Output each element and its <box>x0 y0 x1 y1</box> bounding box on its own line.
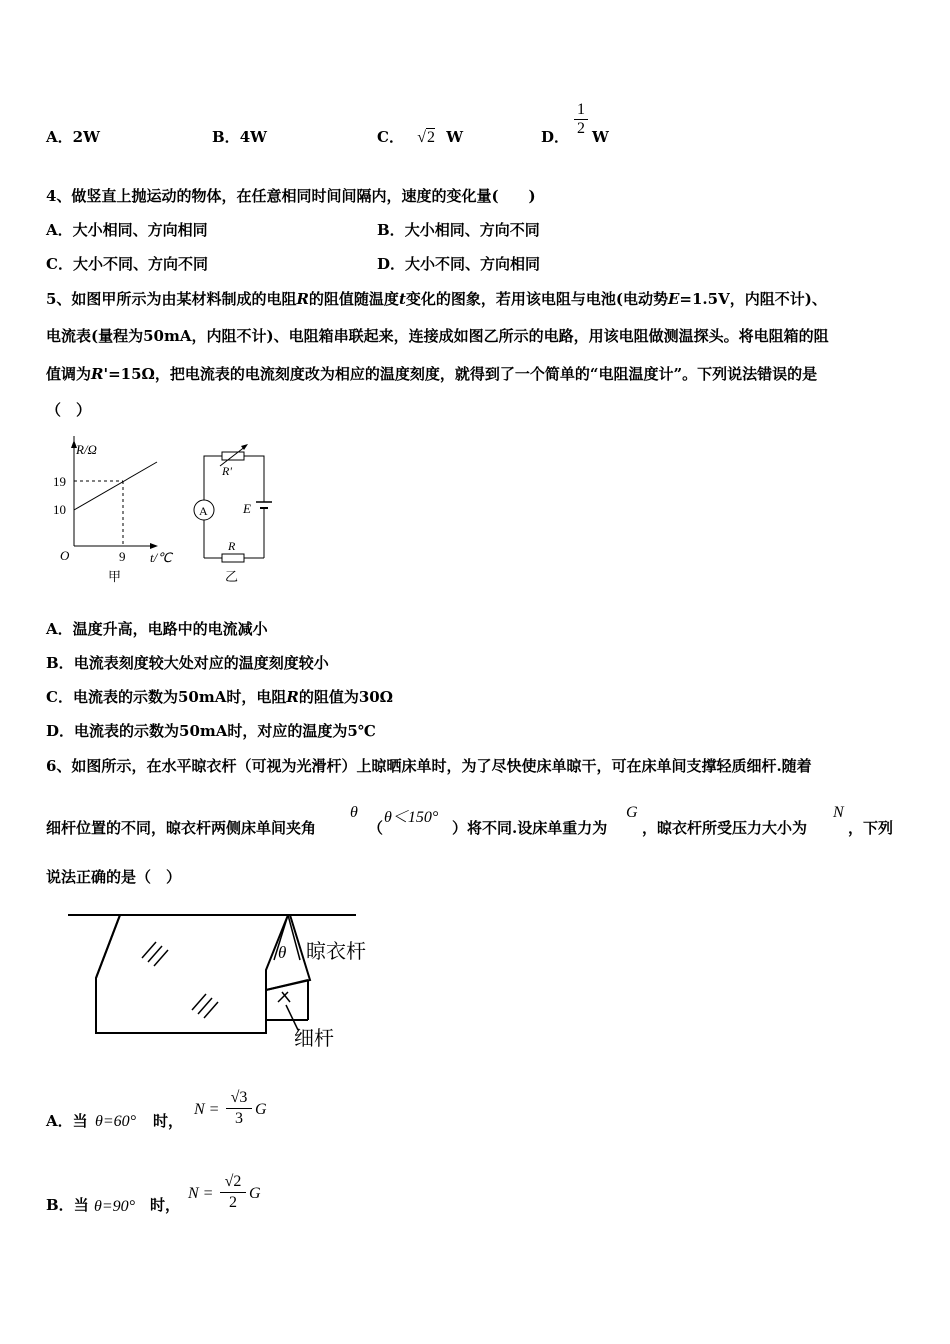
x-axis-arrow <box>150 543 158 549</box>
q6-stem-line1: 6、如图所示，在水平晾衣杆（可视为光滑杆）上晾晒床单时，为了尽快使床单晾干，可在床单间支撑轻质细杆.随着 <box>46 757 812 775</box>
rod-label: 细杆 <box>294 1026 334 1050</box>
q5-stem-line2: 电流表(量程为50mA，内阻不计)、电阻箱串联起来，连接成如图乙所示的电路，用该电阻做测温探头。将电阻箱的阻 <box>46 327 829 345</box>
x-axis-label: t/℃ <box>150 550 172 565</box>
fraction-denominator: 2 <box>577 120 585 137</box>
q6-option-b-prefix <box>46 1195 89 1215</box>
q5-option-b <box>46 653 329 673</box>
option-letter: B． <box>46 1196 74 1214</box>
theta-label: θ <box>278 943 287 962</box>
q6-option-a-mid: 时， <box>153 1112 184 1130</box>
resistor-label: R <box>228 539 236 553</box>
text: 值调为 <box>46 365 92 383</box>
q5-figure <box>50 436 290 588</box>
option-letter: C． <box>377 128 404 146</box>
q6-option-a-prefix <box>46 1111 88 1131</box>
q5-stem-line4: （ ） <box>46 401 92 419</box>
fraction-numerator: √2 <box>220 1172 246 1193</box>
option-letter: C． <box>46 255 73 273</box>
option-letter: B． <box>46 654 74 672</box>
circuit-yi <box>194 444 272 584</box>
q6-option-b-lhs: N = <box>188 1185 214 1202</box>
theta-symbol: θ <box>350 804 358 821</box>
y-tick-19: 19 <box>53 474 66 489</box>
text: '=15Ω，把电流表的电流刻度改为相应的温度刻度，就得到了一个简单的“电阻温度计”。下列说法错误的是 <box>103 365 818 383</box>
var-e: E <box>667 290 680 308</box>
option-letter: C． <box>46 688 73 706</box>
var-t: t <box>398 290 406 308</box>
n-symbol: N <box>833 804 844 821</box>
option-letter: A． <box>46 1112 73 1130</box>
option-letter: D． <box>46 722 75 740</box>
resistor-box <box>222 554 244 562</box>
q6-stem-line2a: 细杆位置的不同，晾衣杆两侧床单间夹角 <box>46 819 317 837</box>
fraction-denominator: 2 <box>229 1194 237 1211</box>
text: 5、如图甲所示为由某材料制成的电阻 <box>46 290 297 308</box>
radicand: 2 <box>426 129 435 146</box>
q5-stem-line1 <box>46 289 827 309</box>
option-text: 大小不同、方向不同 <box>72 255 208 273</box>
theta-condition: θ＜150° <box>384 809 439 826</box>
text: =1.5V，内阻不计)、 <box>679 290 827 308</box>
option-text: 电流表的示数为50mA时，电阻 <box>72 688 287 706</box>
sheet-fold <box>96 915 120 978</box>
option-letter: B． <box>377 221 405 239</box>
option-text: 大小相同、方向不同 <box>404 221 540 239</box>
option-text: 温度升高，电路中的电流减小 <box>72 620 268 638</box>
option-unit: W <box>446 128 464 146</box>
q3-option-d <box>541 127 569 147</box>
q5-stem-line3 <box>46 364 817 384</box>
q6-stem-line2c: ，晾衣杆所受压力大小为 <box>642 819 808 837</box>
option-text: 的阻值为30Ω <box>298 688 394 706</box>
fraction-numerator: √3 <box>226 1088 252 1109</box>
option-text: 大小不同、方向相同 <box>405 255 541 273</box>
var-r: R <box>91 365 104 383</box>
q5-option-a <box>46 619 268 639</box>
q6-option-b-mid: 时， <box>150 1196 181 1214</box>
option-unit-d: W <box>592 128 609 146</box>
option-letter: A． <box>46 221 73 239</box>
var-r: R <box>296 290 309 308</box>
label-yi: 乙 <box>225 569 239 584</box>
g-symbol: G <box>626 804 638 821</box>
q5-option-c <box>46 687 393 707</box>
wire-top-left <box>204 456 222 500</box>
fraction-d <box>574 101 588 138</box>
sheet-right <box>266 915 310 990</box>
wire-top-right <box>244 456 264 502</box>
rheostat-label: R' <box>222 464 232 478</box>
q6-option-b-g: G <box>249 1185 261 1202</box>
graph-jia <box>53 436 173 584</box>
q4-option-b <box>377 220 540 240</box>
y-axis-label: R/Ω <box>76 442 97 457</box>
pole-label: 晾衣杆 <box>306 939 366 963</box>
resistance-line <box>74 462 157 510</box>
sqrt-expression <box>417 129 435 146</box>
option-text: 当 <box>72 1112 88 1130</box>
q6-stem-line2b: ）将不同.设床单重力为 <box>452 819 608 837</box>
q5-option-d <box>46 721 376 741</box>
radical-sign: √ <box>417 129 426 146</box>
y-tick-10: 10 <box>53 502 66 517</box>
q3-option-b <box>212 127 267 147</box>
q4-option-a <box>46 220 208 240</box>
option-letter: D． <box>541 128 570 146</box>
q3-option-c <box>377 127 463 148</box>
q4-option-c <box>46 254 208 274</box>
fraction-numerator: 1 <box>574 101 588 120</box>
q6-figure <box>60 900 390 1060</box>
var-r: R <box>286 688 299 706</box>
q6-option-b-fraction <box>220 1172 246 1213</box>
q6-option-a-g: G <box>255 1101 267 1118</box>
sheet-left <box>96 915 266 1033</box>
option-letter: D． <box>377 255 406 273</box>
option-text: 大小相同、方向相同 <box>72 221 208 239</box>
q6-option-a-cond: θ=60° <box>95 1113 137 1130</box>
fraction-denominator: 3 <box>235 1110 243 1127</box>
q6-option-b-cond: θ=90° <box>94 1198 136 1215</box>
origin-label: O <box>60 548 70 563</box>
option-text: 4W <box>239 128 267 146</box>
battery-label: E <box>243 501 251 516</box>
option-text: 电流表的示数为50mA时，对应的温度为5℃ <box>74 722 376 740</box>
angle-line-right <box>288 915 300 960</box>
thin-rod <box>266 980 308 990</box>
option-text: 2W <box>72 128 100 146</box>
option-letter: B． <box>212 128 240 146</box>
q4-stem: 4、做竖直上抛运动的物体，在任意相同时间间隔内，速度的变化量( ) <box>46 187 536 205</box>
q6-option-a-fraction <box>226 1088 252 1129</box>
ammeter-label: A <box>199 504 208 518</box>
text: 变化的图象，若用该电阻与电池(电动势 <box>405 290 668 308</box>
option-text: 电流表刻度较大处对应的温度刻度较小 <box>73 654 329 672</box>
option-letter: A． <box>46 620 73 638</box>
label-jia: 甲 <box>108 569 122 584</box>
paren-open: （ <box>368 819 384 837</box>
q6-stem-line2d: ，下列 <box>848 819 894 837</box>
q6-option-a-lhs: N = <box>194 1101 220 1118</box>
q4-option-d <box>377 254 540 274</box>
option-letter: A． <box>46 128 73 146</box>
q3-option-a <box>46 127 100 147</box>
option-text: 当 <box>73 1196 89 1214</box>
text: 的阻值随温度 <box>308 290 399 308</box>
x-tick-9: 9 <box>119 549 126 564</box>
q6-stem-line3: 说法正确的是（ ） <box>46 868 182 886</box>
